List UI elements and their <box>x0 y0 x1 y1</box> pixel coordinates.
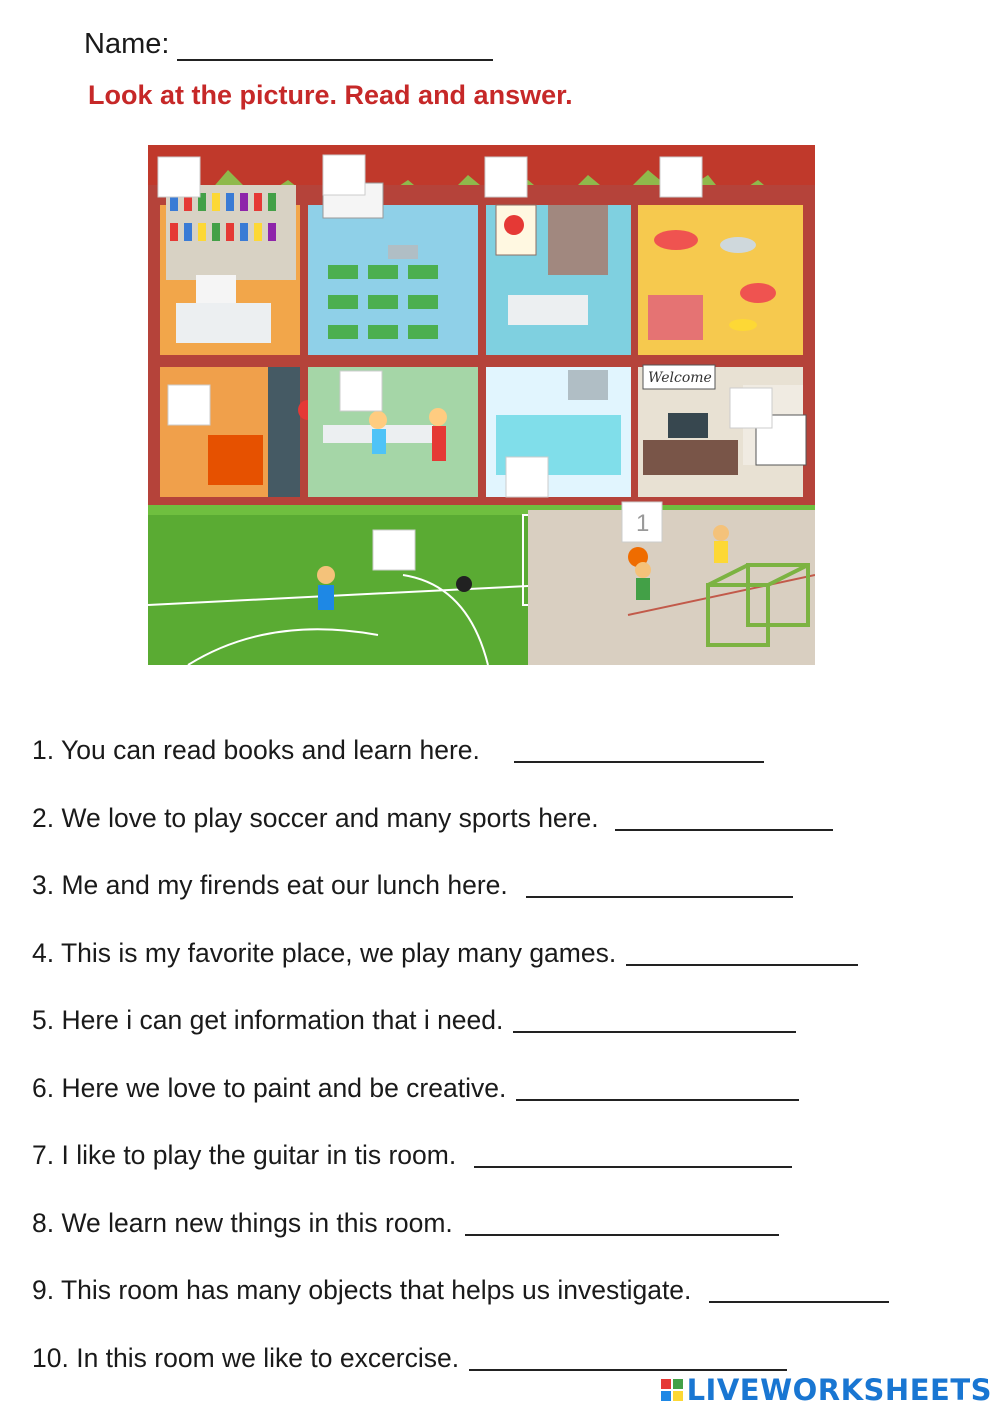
question-5 <box>32 1005 992 1073</box>
question-text: 5. Here i can get information that i need. <box>32 1005 504 1035</box>
name-label: Name: <box>84 28 170 60</box>
question-text: 8. We learn new things in this room. <box>32 1207 453 1238</box>
logo-text: LIVEWORKSHEETS <box>686 1373 992 1407</box>
answer-line[interactable] <box>526 870 793 898</box>
answer-box[interactable] <box>373 530 415 570</box>
example-number: 1 <box>636 510 650 537</box>
question-1 <box>32 735 992 803</box>
question-4 <box>32 938 992 1006</box>
library-room <box>160 185 300 355</box>
questions-list <box>32 735 992 1410</box>
answer-box[interactable] <box>485 157 527 197</box>
question-text: 6. Here we love to paint and be creative. <box>32 1072 507 1103</box>
answer-line[interactable] <box>465 1208 779 1236</box>
liveworksheets-logo <box>661 1373 992 1407</box>
answer-box[interactable] <box>158 157 200 197</box>
answer-box[interactable] <box>730 388 772 428</box>
question-8 <box>32 1208 992 1276</box>
instructions: Look at the picture. Read and answer. <box>88 80 573 110</box>
question-text: 2. We love to play soccer and many sports here. <box>32 802 599 833</box>
music-room <box>638 205 803 355</box>
logo-icon <box>661 1379 683 1401</box>
question-6 <box>32 1073 992 1141</box>
question-7 <box>32 1140 992 1208</box>
answer-line[interactable] <box>516 1073 799 1101</box>
school-picture <box>148 145 815 665</box>
question-text: 4. This is my favorite place, we play many games. <box>32 937 617 968</box>
answer-line[interactable] <box>514 735 764 763</box>
answer-line[interactable] <box>626 938 858 966</box>
question-text: 10. In this room we like to excercise. <box>32 1342 460 1373</box>
answer-line[interactable] <box>513 1005 796 1033</box>
answer-box[interactable] <box>323 155 365 195</box>
question-text: 7. I like to play the guitar in tis room. <box>32 1140 457 1170</box>
question-9 <box>32 1275 992 1343</box>
answer-line[interactable] <box>474 1140 792 1168</box>
answer-line[interactable] <box>469 1343 787 1371</box>
classroom-room <box>308 183 478 355</box>
question-text: 9. This room has many objects that helps us investigate. <box>32 1275 692 1305</box>
art-room <box>486 205 631 355</box>
answer-line[interactable] <box>709 1275 889 1303</box>
answer-box[interactable] <box>506 457 548 497</box>
question-text: 3. Me and my firends eat our lunch here. <box>32 870 508 900</box>
answer-box[interactable] <box>340 371 382 411</box>
answer-line[interactable] <box>615 803 833 831</box>
question-2 <box>32 803 992 871</box>
welcome-sign: Welcome <box>648 370 712 386</box>
question-3 <box>32 870 992 938</box>
answer-box[interactable] <box>660 157 702 197</box>
canteen-room <box>308 367 478 497</box>
name-answer-line[interactable] <box>177 33 493 61</box>
answer-box[interactable] <box>168 385 210 425</box>
question-text: 1. You can read books and learn here. <box>32 735 480 765</box>
name-row <box>84 28 493 61</box>
